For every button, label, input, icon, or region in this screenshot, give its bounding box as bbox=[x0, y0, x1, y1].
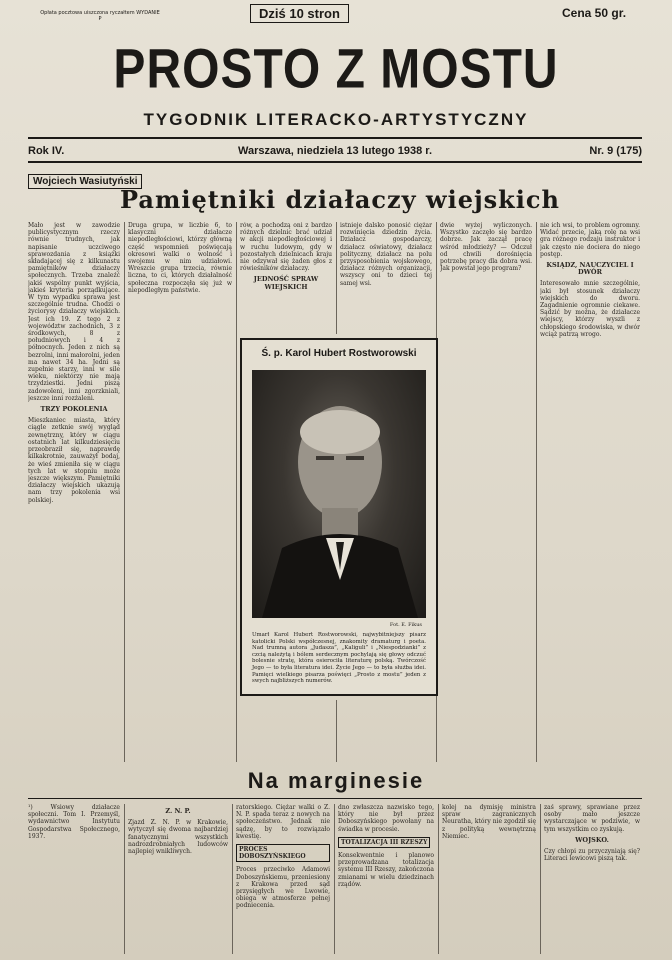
margin-col-6-subhead: WOJSKO. bbox=[575, 835, 609, 844]
column-5-text: dwie wyżej wyliczonych. Wszystko zaczęło się bardzo dobrze. Jak zaczął pracę wśród młodzieży? — Odczuł od chwili dorośnięcia potrzebę pracy dla dobra wsi. Jak powstał jego program? bbox=[440, 222, 532, 273]
column-divider bbox=[124, 222, 125, 762]
column-divider bbox=[540, 804, 541, 954]
article-column-2 bbox=[128, 222, 232, 762]
margin-col-2-subhead: Z. N. P. bbox=[165, 807, 191, 815]
column-6-text-b: Interesowało mnie szczególnie, jaki był stosunek działaczy wiejskich do dworu. Zagadnienie ogromnie ciekawe. Sądzić by można, że działacze wiejscy, którzy wyszli z chłopskiego środowiska, w dwór wciąż patrzą wrogo. bbox=[540, 280, 640, 338]
margin-col-6-text-b: Czy chłopi zu przyczyniają się? Literaci lewicowi piszą tak. bbox=[544, 848, 640, 863]
postage-note: Opłata pocztowa uiszczona ryczałtem WYDANIE P bbox=[40, 10, 160, 22]
column-6-text: nie ich wsi, to problem ogromny. Widać przecie, jaką rolę na wsi gra różnego rodzaju instruktor i jak często nie dociera do niego postęp. bbox=[540, 222, 640, 258]
article-column-5 bbox=[440, 222, 532, 762]
column-1-subhead: TRZY POKOLENIA bbox=[40, 405, 108, 414]
column-divider bbox=[438, 804, 439, 954]
column-4-text: istnieje dalsko ponosić ciężar rozwinięcia dziedzin życia. Działacz gospodarczy, działacz oświatowy, działacz polityczny, działacz na polu przysposobienia wojskowego, działacz różnych organizacji, wszyscy oni to dzieci tej samej wsi. bbox=[340, 222, 432, 287]
margin-col-3-text: ratorskiego. Ciężar walki o Z. N. P. spada teraz z nowych na społeczeństwo. Jednak nie sądzę, by to rozwiązało kwestię. bbox=[236, 804, 330, 840]
margin-column-2 bbox=[128, 804, 228, 954]
article-headline: Pamiętniki działaczy wiejskich bbox=[120, 185, 560, 214]
margin-col-4-text: dno zwłaszcza nazwisko tego, który nie był przez Doboszyńskiego powołany na świadka w procesie. bbox=[338, 804, 434, 833]
margin-column-3 bbox=[236, 804, 330, 954]
margin-column-1 bbox=[28, 804, 120, 954]
column-divider bbox=[232, 804, 233, 954]
column-divider bbox=[334, 804, 335, 954]
price-label: Cena 50 gr. bbox=[562, 6, 627, 20]
margin-col-3-subhead: PROCES DOBOSZYŃSKIEGO bbox=[236, 844, 330, 862]
obituary-caption: Umarł Karol Hubert Rostworowski, najwybitniejszy pisarz katolicki Polski współczesnej, znakomity dramaturg i poeta. Nad trumną autora „Judasza”, „Kaliguli” i „Niespodzianki” z czcią należytą i bólem serdecznym pochylają się głowy odczuć bolesnie stratę, która osierociła literaturę polską. Twórczość Jego — to była literatura idei. Życie Jego — to była służba idei. Pamięci wielkiego pisarza poświęci „Prosto z mostu” jeden z swych najbliższych numerów. bbox=[252, 632, 426, 685]
column-3-text: rów, a pochodzą oni z bardzo różnych dzielnic brać udział w akcji niepodległościowej i w ruchu ludowym, gdy w pozostałych dzielnicach kraju nie odzywał się żaden głos z rówieśników działaczy. bbox=[240, 222, 332, 273]
column-divider bbox=[124, 804, 125, 954]
column-divider bbox=[236, 222, 237, 762]
photo-credit: Fot. E. Fikus bbox=[389, 622, 422, 628]
obituary-box bbox=[240, 338, 438, 696]
column-divider bbox=[336, 700, 337, 762]
article-column-6 bbox=[540, 222, 640, 762]
column-2-text: Druga grupa, w liczbie 6, to klasyczni działacze niepodległościowi, którzy główną część wspomnień poświęcają okresowi walki o wolność i swojemu w nim udziałowi. Wreszcie grupa trzecia, równie liczna, to ci, których działalność społeczna rozpoczęła się już w niepodległym państwie. bbox=[128, 222, 232, 294]
issue-number: Nr. 9 (175) bbox=[589, 145, 642, 157]
margin-col-5-text: kolej na dymisję ministra spraw zagranicznych Neuratha, który nie zgodził się z polityką wewnętrzną Niemiec. bbox=[442, 804, 536, 840]
issue-line bbox=[28, 141, 642, 161]
margin-col-3-text-b: Proces przeciwko Adamowi Doboszyńskiemu, przeniesiony z Krakowa przed sąd przysięgłych we Lwowie, obiega w atmosferze pełnej podniecenia. bbox=[236, 866, 330, 910]
top-rule bbox=[28, 137, 642, 139]
article-column-1 bbox=[28, 222, 120, 762]
margin-col-6-text: zaś sprawy, sprawiane przez osoby mało jeszcze wystarczające w podziwie, w tym wszystkim co zyskują. bbox=[544, 804, 640, 833]
column-1-text: Mało jest w zawodzie publicystycznym rzeczy równie trudnych, jak napisanie uczciwego sprawozdania z książki składającej się z kilkunastu pamiętników działaczy społecznych. Trzeba znaleźć jakiś wspólny punkt wyjścia, jakieś kryteria porządkujące. W tym wypadku sprawa jest szczególnie trudna. Chodzi o życiorysy działaczy wiejskich. Jest ich 19. Z tego 2 z województw zachodnich, 3 z środkowych, 8 z południowych i 4 z północnych. Jeden z nich są bezrolni, inni małorolni, jeden ma nawet 34 ha. Jedni są zupełnie starzy, inni w sile wieku, niektórzy nie mają trzydziestki. Jedni piszą zadowoleni, inni zgorzkniali, jeszcze inni rozżaleni. bbox=[28, 222, 120, 402]
margin-column-5 bbox=[442, 804, 536, 954]
column-3-subhead: JEDNOŚĆ SPRAW WIEJSKICH bbox=[253, 275, 319, 291]
section-headline-marginesie: Na marginesie bbox=[247, 768, 425, 793]
column-divider bbox=[536, 222, 537, 762]
column-divider bbox=[336, 222, 337, 334]
section-rule bbox=[28, 798, 642, 799]
margin-col-4-subhead: TOTALIZACJA III RZESZY bbox=[338, 837, 430, 848]
portrait-figure-icon bbox=[252, 370, 426, 618]
dateline: Warszawa, niedziela 13 lutego 1938 r. bbox=[238, 145, 433, 157]
margin-footnote: ¹) Wsiowy działacze społeczni. Tom I. Przemyśl, wydawnictwo Instytutu Gospodarstwa Społecznego, 1937. bbox=[28, 804, 120, 840]
issue-rule bbox=[28, 161, 642, 163]
article-author: Wojciech Wasiutyński bbox=[28, 174, 142, 189]
article-column-3 bbox=[240, 222, 332, 334]
volume-label: Rok IV. bbox=[28, 145, 65, 157]
column-6-subhead: KSIĄDZ, NAUCZYCIEL I DWÓR bbox=[546, 261, 634, 277]
column-1-text-b: Mieszkaniec miasta, który ciągle zetknie swój wygląd zewnętrzny, który w ciągu ostatnich lat kilkudziesięciu przeobraził się, naprawdę kilkakrotnie, zauważył bodaj, że wieś zmieniła się w ciągu tych lat w stopniu może jeszcze większym. Pamiętniki działaczy wiejskich ukazują nam trzy pokolenia wsi polskiej. bbox=[28, 417, 120, 504]
masthead-title: PROSTO Z MOSTU bbox=[113, 38, 559, 100]
portrait-photo bbox=[252, 370, 426, 618]
margin-column-6 bbox=[544, 804, 640, 954]
margin-column-4 bbox=[338, 804, 434, 954]
article-column-4 bbox=[340, 222, 432, 334]
margin-col-2-text: Zjazd Z. N. P. w Krakowie, wytyczył się dwoma najbardziej fanatycznymi wszystkich nadrozdrobniałych ludowców najlepiej wnikliwych. bbox=[128, 819, 228, 856]
masthead-subtitle: TYGODNIK LITERACKO-ARTYSTYCZNY bbox=[143, 110, 529, 129]
margin-col-4-text-b: Konsekwentnie i planowo przeprowadzana totalizacja systemu III Rzeszy, zakończona zmianami w wielu dziedzinach rządów. bbox=[338, 852, 434, 888]
pages-count-box: Dziś 10 stron bbox=[250, 4, 349, 23]
obituary-title: Ś. p. Karol Hubert Rostworowski bbox=[261, 348, 417, 359]
